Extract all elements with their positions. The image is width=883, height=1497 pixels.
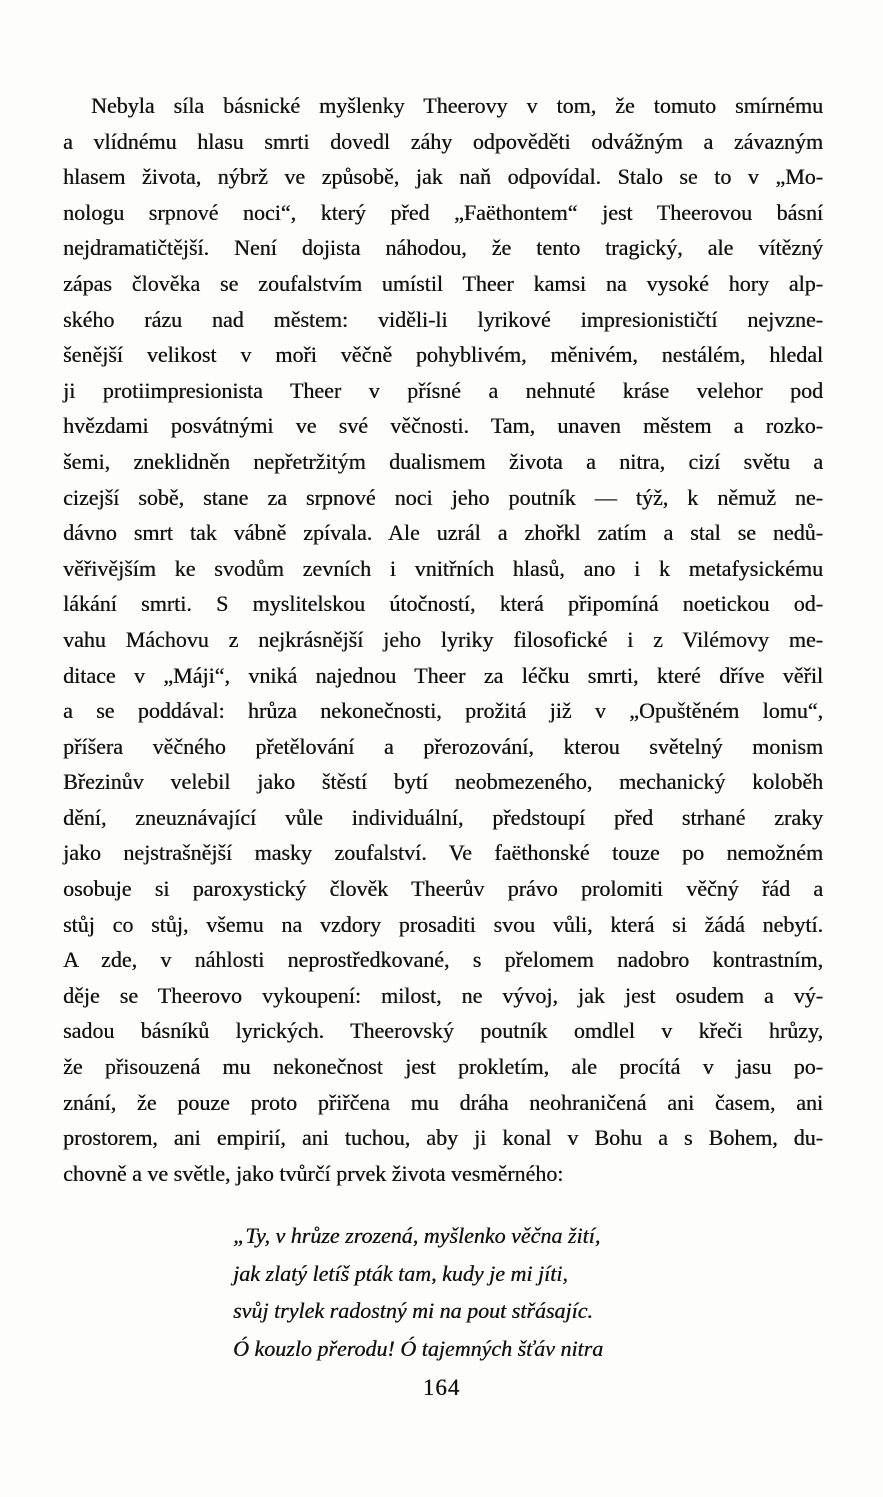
text-line: stůj co stůj, všemu na vzdory prosaditi svou vůli, která si žádá nebytí. <box>63 911 823 937</box>
text-line: prostorem, ani empirií, ani tuchou, aby ji konal v Bohu a s Bohem, du- <box>63 1125 823 1151</box>
text-line: Nebyla síla básnické myšlenky Theerovy v tom, že tomuto smírnému <box>91 93 823 118</box>
text-line: sadou básníků lyrických. Theerovský poutník omdlel v křeči hrůzy, <box>63 1018 823 1044</box>
text-line: nejdramatičtější. Není dojista náhodou, že tento tragický, ale vítězný <box>63 235 823 261</box>
text-line: děje se Theerovo vykoupení: milost, ne vývoj, jak jest osudem a vý- <box>63 982 823 1008</box>
text-line: příšera věčného přetělování a přerozování, kterou světelný monism <box>63 733 823 759</box>
text-line: že přisouzená mu nekonečnost jest prokletím, ale procítá v jasu po- <box>63 1054 823 1080</box>
text-line: cizejší sobě, stane za srpnové noci jeho poutník — týž, k němuž ne- <box>63 484 823 510</box>
text-line: svůj trylek radostný mi na pout střásajíc. <box>233 1298 593 1324</box>
text-line: věřivějším ke svodům zevních i vnitřních hlasů, ano i k metafysickému <box>63 555 823 581</box>
text-line: hvězdami posvátnými ve své věčnosti. Tam, unaven městem a rozko- <box>63 413 823 439</box>
text-line: lákání smrti. S myslitelskou útočností, která připomíná noetickou od- <box>63 591 823 617</box>
text-line: ditace v „Máji“, vniká najednou Theer za léčku smrti, které dříve věřil <box>63 662 823 688</box>
text-line: Ó kouzlo přerodu! Ó tajemných šťáv nitra <box>233 1335 604 1361</box>
text-line: vahu Máchovu z nejkrásnější jeho lyriky filosofické i z Vilémovy me- <box>63 626 823 652</box>
text-line: ji protiimpresionista Theer v přísné a nehnuté kráse velehor pod <box>63 377 823 403</box>
text-line: Březinův velebil jako štěstí bytí neobmezeného, mechanický koloběh <box>63 769 823 795</box>
text-line: šemi, zneklidněn nepřetržitým dualismem života a nitra, cizí světu a <box>63 448 823 474</box>
text-line: šenější velikost v moři věčně pohyblivém, měnivém, nestálém, hledal <box>63 342 823 368</box>
text-line: chovně a ve světle, jako tvůrčí prvek života vesměrného: <box>63 1160 564 1186</box>
verse-quote <box>233 1217 823 1367</box>
text-line: znání, že pouze proto přiřčena mu dráha neohraničená ani časem, ani <box>63 1089 823 1115</box>
text-line: A zde, v náhlosti neprostředkované, s přelomem nadobro kontrastním, <box>63 947 823 973</box>
text-line: a vlídnému hlasu smrti dovedl záhy odpověděti odvážným a závazným <box>63 128 823 154</box>
body-paragraph <box>63 88 823 1191</box>
text-line: hlasem života, nýbrž ve způsobě, jak naň odpovídal. Stalo se to v „Mo- <box>63 164 823 190</box>
text-line: jak zlatý letíš pták tam, kudy je mi jíti, <box>233 1260 568 1286</box>
text-line: dění, zneuznávající vůle individuální, předstoupí před strhané zraky <box>63 804 823 830</box>
page-number: 164 <box>422 1375 461 1400</box>
text-line: „Ty, v hrůze zrozená, myšlenko věčna žití, <box>233 1223 601 1249</box>
text-line: ského rázu nad městem: viděli-li lyrikové impresionističtí nejvzne- <box>63 306 823 332</box>
text-line: dávno smrt tak vábně zpívala. Ale uzrál a zhořkl zatím a stal se nedů- <box>63 520 823 546</box>
text-block <box>63 88 823 1367</box>
text-line: osobuje si paroxystický člověk Theerův právo prolomiti věčný řád a <box>63 876 823 902</box>
text-line: a se poddával: hrůza nekonečnosti, prožitá již v „Opuštěném lomu“, <box>63 698 823 724</box>
text-line: jako nejstrašnější masky zoufalství. Ve faëthonské touze po nemožném <box>63 840 823 866</box>
text-line: zápas člověka se zoufalstvím umístil Theer kamsi na vysoké hory alp- <box>63 270 823 296</box>
text-line: nologu srpnové noci“, který před „Faëthontem“ jest Theerovou básní <box>63 199 823 225</box>
